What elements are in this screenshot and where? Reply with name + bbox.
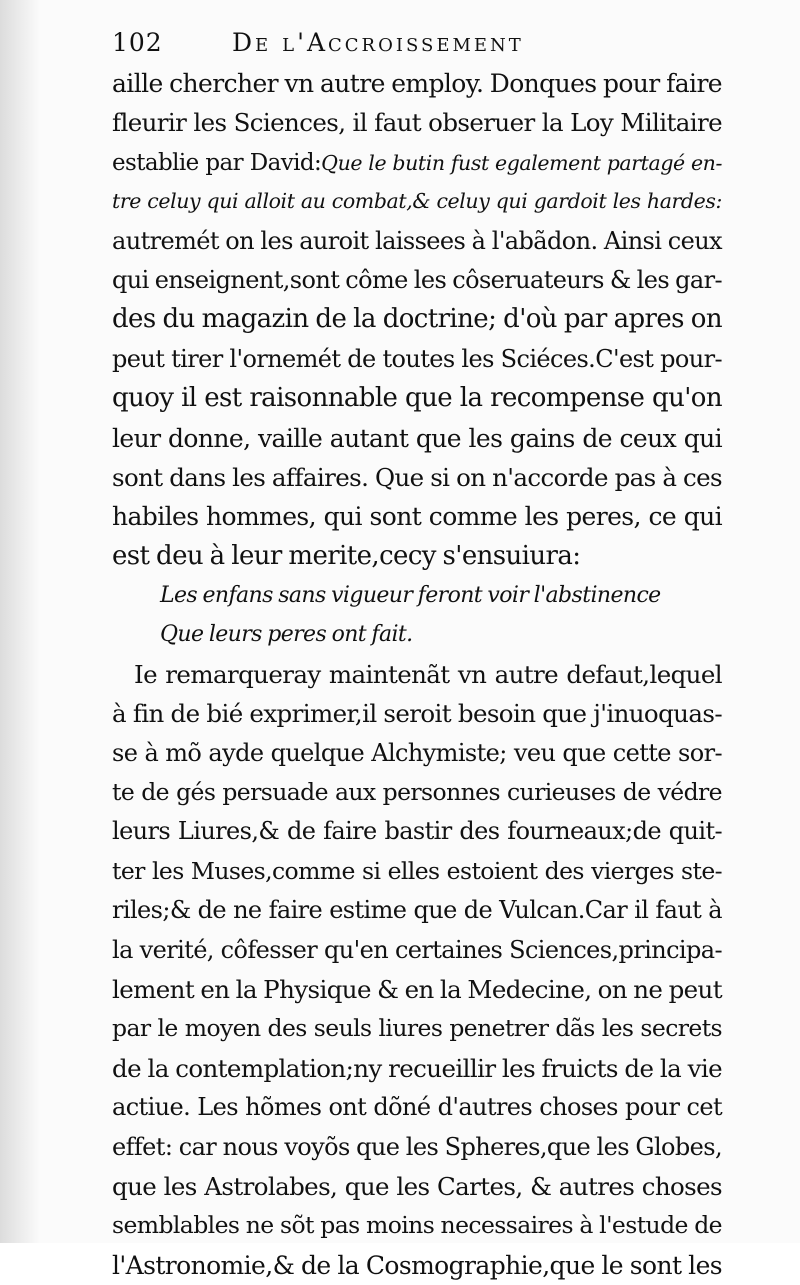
text-line	[112, 143, 722, 182]
text-line: l'Astronomie,& de la Cosmographie,que le sont les	[112, 1250, 722, 1280]
text-line-italic: tre celuy qui alloit au combat,& celuy qui gardoit les hardes:	[112, 189, 722, 214]
page-gutter-shadow	[0, 0, 40, 1243]
text-line: des du magazin de la doctrine; d'où par apres on	[112, 304, 722, 335]
text-line: aille chercher vn autre employ. Donques pour faire	[112, 69, 722, 98]
text-line: effet: car nous voyõs que les Spheres,que les Globes,	[112, 1132, 722, 1161]
text-line: qui enseignent,sont côme les côseruateurs & les gar-	[112, 265, 722, 294]
text-line: sont dans les affaires. Que si on n'accorde pas à ces	[112, 462, 722, 492]
text-line: leurs Liures,& de faire bastir des fourneaux;de quit-	[112, 817, 722, 846]
text-line: habiles hommes, qui sont comme les peres, ce qui	[112, 502, 722, 532]
text-line-roman: establie par David:	[112, 149, 322, 176]
verse-line: Les enfans sans vigueur feront voir l'abstinence	[160, 583, 661, 609]
text-line: Ie remarqueray maintenãt vn autre defaut,lequel	[134, 659, 722, 689]
verse-line: Que leurs peres ont fait.	[160, 622, 413, 648]
text-line: autremét on les auroit laissees à l'abãdon. Ainsi ceux	[112, 226, 722, 255]
text-line: que les Astrolabes, que les Cartes, & autres choses	[112, 1171, 722, 1201]
text-line-italic-quote: Que le butin fust egalement partagé en-	[321, 150, 723, 175]
text-line: leur donne, vaille autant que les gains de ceux qui	[112, 423, 722, 453]
text-line: actiue. Les hõmes ont dõné d'autres choses pour cet	[112, 1093, 722, 1122]
text-line: fleurir les Sciences, il faut obseruer la Loy Militaire	[112, 108, 722, 138]
text-line: semblables ne sõt pas moins necessaires à l'estude de	[112, 1211, 722, 1240]
running-head	[112, 28, 722, 64]
text-line: peut tirer l'ornemét de toutes les Sciéces.C'est pour-	[112, 344, 722, 373]
text-line: se à mõ ayde quelque Alchymiste; veu que cette sor-	[112, 738, 722, 767]
text-line: est deu à leur merite,cecy s'ensuiura:	[112, 540, 581, 571]
page-number: 102	[112, 28, 163, 57]
text-block	[112, 28, 722, 1285]
text-line: de la contemplation;ny recueillir les fruicts de la vie	[112, 1053, 722, 1083]
text-line: riles;& de ne faire estime que de Vulcan.Car il faut à	[112, 896, 722, 925]
text-line: quoy il est raisonnable que la recompense qu'on	[112, 383, 722, 414]
text-line: ter les Muses,comme si elles estoient des vierges ste-	[112, 856, 722, 885]
text-line: par le moyen des seuls liures penetrer dãs les secrets	[112, 1014, 722, 1043]
text-line: lement en la Physique & en la Medecine, on ne peut	[112, 974, 722, 1004]
text-line: la verité, côfesser qu'en certaines Sciences,principa-	[112, 935, 722, 964]
text-line: à fin de bié exprimer,il seroit besoin que j'inuoquas-	[112, 699, 722, 729]
text-line: te de gés persuade aux personnes curieuses de védre	[112, 778, 722, 807]
running-title: De l'Accroissement	[232, 28, 524, 57]
